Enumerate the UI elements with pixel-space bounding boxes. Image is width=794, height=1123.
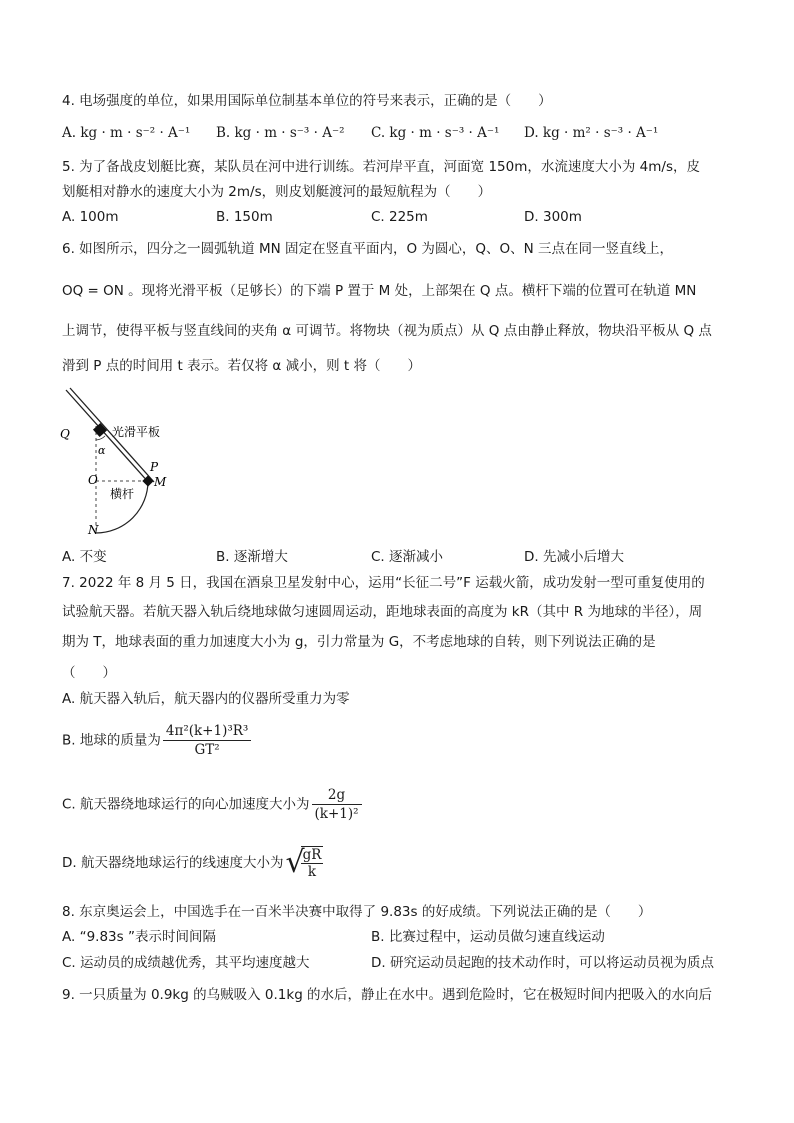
angle-alpha-arc: [96, 436, 105, 440]
label-p: P: [150, 460, 159, 474]
q7-stem-line1: 7. 2022 年 8 月 5 日，我国在酒泉卫星发射中心，运用“长征二号”F 运载火箭，成功发射一型可重复使用的: [62, 575, 705, 591]
q6-options: [62, 548, 742, 566]
q7-option-b-numerator: 4π²(k+1)³R³: [163, 722, 251, 741]
q7-option-c-fraction: [312, 786, 362, 823]
q7-option-d: [62, 846, 323, 880]
label-alpha: α: [98, 444, 106, 457]
q6-diagram: [62, 388, 222, 536]
q7-option-d-sqrt: [285, 846, 323, 880]
q7-option-b-text: B. 地球的质量为: [62, 732, 161, 749]
q8-option-a: A. “9.83s ”表示时间间隔: [62, 929, 216, 945]
q4-stem: 4. 电场强度的单位，如果用国际单位制基本单位的符号来表示，正确的是（ ）: [62, 93, 552, 109]
q6-stem-line4: 滑到 P 点的时间用 t 表示。若仅将 α 减小，则 t 将（ ）: [62, 358, 421, 374]
q6-option-b: B. 逐渐增大: [216, 549, 288, 565]
q7-option-b: [62, 722, 251, 759]
block: [93, 423, 107, 437]
q4-options: [62, 124, 742, 142]
q5-option-c: C. 225m: [371, 209, 428, 225]
q5-stem-line2: 划艇相对静水的速度大小为 2m/s，则皮划艇渡河的最短航程为（ ）: [62, 184, 492, 200]
q7-option-d-numerator: gR: [302, 847, 322, 863]
q6-diagram-svg: [62, 388, 222, 536]
q6-option-d: D. 先减小后增大: [524, 549, 624, 565]
q7-stem-line2: 试验航天器。若航天器入轨后绕地球做匀速圆周运动，距地球表面的高度为 kR（其中 R 为地球的半径），周: [62, 604, 703, 620]
q7-option-c-text: C. 航天器绕地球运行的向心加速度大小为: [62, 796, 310, 813]
q7-option-c: [62, 786, 362, 823]
q6-option-c: C. 逐渐减小: [371, 549, 444, 565]
q8-stem: 8. 东京奥运会上，中国选手在一百米半决赛中取得了 9.83s 的好成绩。下列说法正确的是（ ）: [62, 904, 652, 920]
q7-option-b-fraction: [163, 722, 251, 759]
label-q: Q: [60, 427, 70, 441]
q6-stem-line1: 6. 如图所示，四分之一圆弧轨道 MN 固定在竖直平面内，O 为圆心，Q、O、N 三点在同一竖直线上，: [62, 241, 674, 257]
q4-option-a: A. kg · m · s⁻² · A⁻¹: [62, 125, 191, 141]
q8-options-row2: [62, 954, 742, 972]
q5-option-a: A. 100m: [62, 209, 119, 225]
q5-stem-line1: 5. 为了备战皮划艇比赛，某队员在河中进行训练。若河岸平直，河面宽 150m，水流速度大小为 4m/s，皮: [62, 159, 700, 175]
q8-options-row1: [62, 928, 742, 946]
q7-option-c-numerator: 2g: [312, 786, 362, 805]
label-n: N: [88, 523, 99, 537]
label-smooth-board: 光滑平板: [112, 425, 161, 439]
q7-option-c-denominator: (k+1)²: [314, 806, 359, 822]
q7-option-a: A. 航天器入轨后，航天器内的仪器所受重力为零: [62, 691, 350, 707]
q5-option-d: D. 300m: [524, 209, 582, 225]
q7-option-d-denominator: k: [307, 864, 317, 880]
q8-option-d: D. 研究运动员起跑的技术动作时，可以将运动员视为质点: [371, 955, 714, 971]
q7-stem-line4: （ ）: [62, 665, 116, 681]
label-m: M: [154, 475, 167, 489]
q7-option-b-denominator: GT²: [194, 742, 220, 758]
q6-stem-line3: 上调节，使得平板与竖直线间的夹角 α 可调节。将物块（视为质点）从 Q 点由静止释放，物块沿平板从 Q 点: [62, 323, 712, 339]
q8-option-c: C. 运动员的成绩越优秀，其平均速度越大: [62, 955, 310, 971]
label-rod: 横杆: [110, 487, 135, 501]
q5-option-b: B. 150m: [216, 209, 273, 225]
q9-stem-line1: 9. 一只质量为 0.9kg 的乌贼吸入 0.1kg 的水后，静止在水中。遇到危险时，它在极短时间内把吸入的水向后: [62, 987, 713, 1003]
q7-option-d-text: D. 航天器绕地球运行的线速度大小为: [62, 855, 284, 871]
q4-option-d: D. kg · m² · s⁻³ · A⁻¹: [524, 125, 659, 141]
q5-options: [62, 208, 742, 226]
label-o: O: [88, 473, 98, 487]
q4-option-b: B. kg · m · s⁻³ · A⁻²: [216, 125, 345, 141]
sqrt-sign: √: [285, 845, 305, 880]
q4-option-c: C. kg · m · s⁻³ · A⁻¹: [371, 125, 500, 141]
q6-stem-line2: OQ = ON 。现将光滑平板（足够长）的下端 P 置于 M 处，上部架在 Q 点。横杆下端的位置可在轨道 MN: [62, 283, 697, 299]
q6-option-a: A. 不变: [62, 549, 107, 565]
q8-option-b: B. 比赛过程中，运动员做匀速直线运动: [371, 929, 605, 945]
q7-stem-line3: 期为 T，地球表面的重力加速度大小为 g，引力常量为 G，不考虑地球的自转，则下列说法正确的是: [62, 634, 656, 650]
